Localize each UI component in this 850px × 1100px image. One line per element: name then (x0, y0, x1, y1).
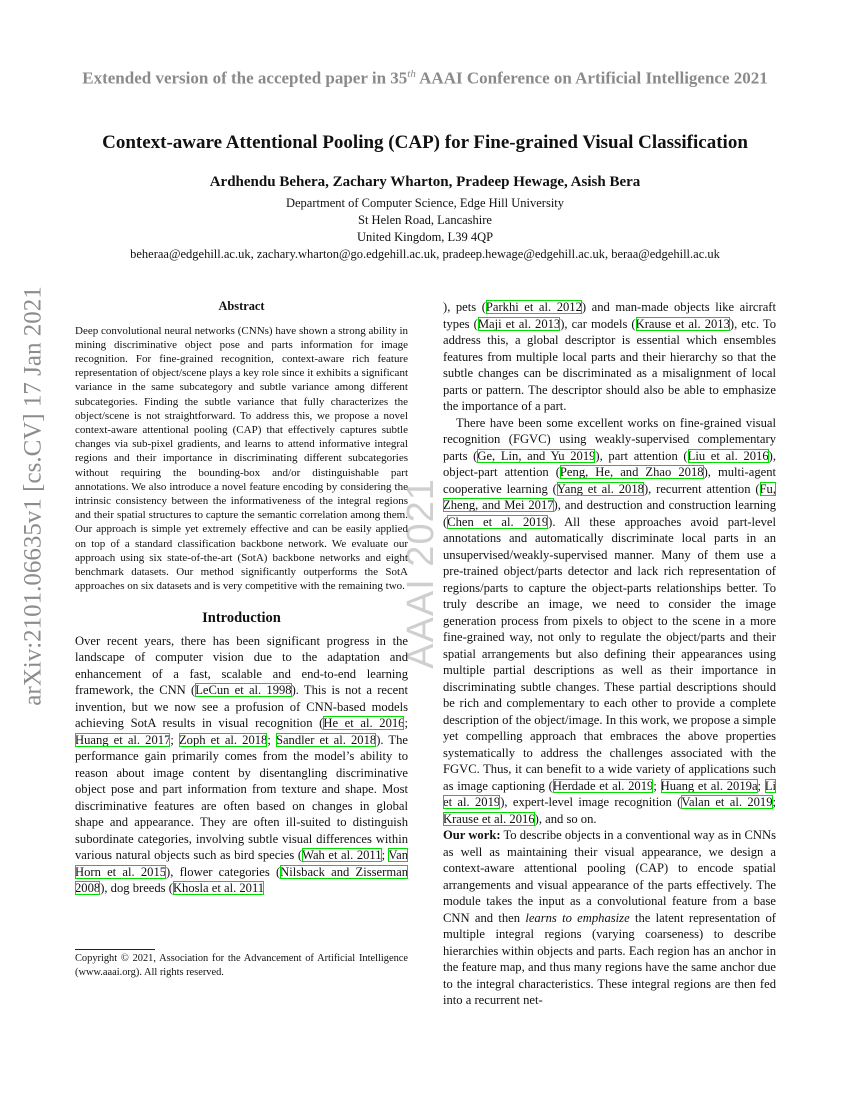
citation-link[interactable]: Li et al. 2019 (443, 778, 777, 809)
citation-link[interactable]: Nilsback and Zisserman 2008 (75, 864, 408, 896)
introduction-paragraph: Over recent years, there has been significant progress in the landscape of computer vision due to the adaptation and enhancement of a fast, scalable and end-to-end learning framework, the CNN (LeCun et al. 1998). This is not a recent invention, but we now see a profusion of CNN-based models achieving SotA results in visual recognition (He et al. 2016; Huang et al. 2017; Zoph et al. 2018; Sandler et al. 2018). The performance gain primarily comes from the model’s ability to reason about image content by disentangling discriminative object pose and part information from texture and shape. Most discriminative features are often based on changes in global shape and appearance. They are often ill-suited to distinguish subordinate categories, involving subtle visual differences within various natural objects such as bird species (Wah et al. 2011; Van Horn et al. 2015), flower categories (Nilsback and Zisserman 2008), dog breeds (Khosla et al. 2011 (75, 633, 408, 896)
citation-link[interactable]: Huang et al. 2017 (75, 732, 171, 747)
abstract-text: Deep convolutional neural networks (CNNs) have shown a strong ability in mining discriminative object pose and parts information for image recognition. For fine-grained recognition, context-aware rich feature representation of object/scene plays a key role since it exhibits a significant variance in the same subcategory and subtle variance among different subcategories. Finding the subtle variance that fully characterizes the object/scene is not straightforward. To address this, we propose a novel context-aware attentional pooling (CAP) that effectively captures subtle changes via sub-pixel gradients, and learns to attend informative integral regions and their importance in discriminating different subcategories without requiring the bounding-box and/or distinguishable part annotations. We also introduce a novel feature encoding by considering the intrinsic consistency between the informativeness of the integral regions and their spatial structures to capture the semantic correlation among them. Our approach is simple yet extremely effective and can be easily applied on top of a standard classification backbone network. We evaluate our approach using six state-of-the-art (SotA) backbone networks and eight benchmark datasets. Our method significantly outperforms the SotA approaches on six datasets and is very competitive with the remaining two. (75, 324, 408, 593)
citation-link[interactable]: Maji et al. 2013 (477, 316, 561, 331)
left-column (75, 298, 408, 897)
banner-text-rest: AAAI Conference on Artificial Intelligence 2021 (415, 68, 768, 88)
arxiv-identifier-text: arXiv:2101.06635v1 [cs.CV] 17 Jan 2021 (20, 286, 47, 706)
citation-link[interactable]: Krause et al. 2013 (635, 316, 730, 331)
aaai-watermark-text: AAAI 2021 (399, 477, 442, 669)
arxiv-identifier (18, 286, 50, 706)
citation-link[interactable]: Krause et al. 2016 (443, 811, 535, 826)
emphasis-text: learns to emphasize (525, 910, 630, 925)
related-work-paragraph: There have been some excellent works on fine-grained visual recognition (FGVC) using weakly-supervised complementary parts (Ge, Lin, and Yu 2019), part attention (Liu et al. 2016), object-part attention (Peng, He, and Zhao 2018), multi-agent cooperative learning (Yang et al. 2018), recurrent attention (Fu, Zheng, and Mei 2017), and destruction and construction learning (Chen et al. 2019). All these approaches avoid part-level annotations and automatically discriminate local parts in an unsupervised/weakly-supervised manner. Many of them use a pre-trained object/parts detector and lack rich representation of regions/parts to capture the object-parts relationships better. To truly describe an image, we need to consider the image generation process from pixels to object to the scene in a more fine-grained way, not only to regulate the object/parts and their spatial arrangements but also defining their appearances using multiple partial descriptions as well as their importance in discriminating subtle changes. These partial descriptions should be rich and complementary to each other to provide a complete description of the object/image. In this work, we propose a simple yet compelling approach that embraces the above properties systematically to address the challenges associated with the FGVC. Thus, it can benefit to a wide variety of applications such as image captioning (Herdade et al. 2019; Huang et al. 2019a; Li et al. 2019), expert-level image recognition (Valan et al. 2019; Krause et al. 2016), and so on. (443, 415, 777, 826)
author-list: Ardhendu Behera, Zachary Wharton, Pradeep Hewage, Asish Bera (209, 174, 641, 190)
citation-link[interactable]: Liu et al. 2016 (687, 448, 769, 463)
citation-link[interactable]: Wah et al. 2011 (302, 848, 382, 863)
our-work-paragraph: Our work: To describe objects in a conventional way as in CNNs as well as maintaining their visual appearance, we design a context-aware attentional pooling (CAP) to encode spatial arrangements and visual appearance of the parts effectively. The module takes the input as a convolutional feature from a base CNN and then learns to emphasize the latent representation of multiple integral regions (varying coarseness) to describe hierarchies within objects and parts. Each region has an anchor in the feature map, and thus many regions have the same anchor due to the integral characteristics. These integral regions are then fed into a recurrent net- (443, 828, 777, 1007)
citation-link[interactable]: Parkhi et al. 2012 (485, 300, 582, 314)
citation-link[interactable]: Sandler et al. 2018 (275, 732, 377, 747)
citation-link[interactable]: Peng, He, and Zhao 2018 (559, 465, 704, 479)
right-column (443, 299, 776, 1009)
citation-link[interactable]: Herdade et al. 2019 (552, 778, 654, 793)
citation-link[interactable]: Zoph et al. 2018 (178, 732, 268, 747)
citation-link[interactable]: Khosla et al. 2011 (172, 881, 265, 896)
banner-text: Extended version of the accepted paper in 35 (82, 68, 408, 88)
affiliation-line: Department of Computer Science, Edge Hill University (285, 196, 565, 210)
citation-link[interactable]: Van Horn et al. 2015 (75, 848, 408, 879)
paper-title: Context-aware Attentional Pooling (CAP) for Fine-grained Visual Classification (102, 132, 748, 153)
citation-link[interactable]: Valan et al. 2019 (681, 795, 773, 809)
abstract-heading: Abstract (218, 299, 265, 313)
banner-superscript: th (407, 68, 416, 80)
affiliation-block (0, 195, 850, 263)
affiliation-line: United Kingdom, L39 4QP (356, 230, 494, 244)
citation-link[interactable]: Huang et al. 2019a (660, 778, 758, 793)
author-emails: beheraa@edgehill.ac.uk, zachary.wharton@go.edgehill.ac.uk, pradeep.hewage@edgehill.ac.uk, beraa@edgehill.ac.uk (130, 247, 720, 261)
citation-link[interactable]: He et al. 2016 (323, 716, 405, 731)
introduction-heading: Introduction (202, 610, 281, 627)
our-work-label: Our work: (443, 828, 501, 842)
citation-link[interactable]: Yang et al. 2018 (556, 481, 644, 496)
citation-link[interactable]: Ge, Lin, and Yu 2019 (477, 448, 596, 463)
conference-banner (0, 68, 850, 89)
citation-link[interactable]: Fu, Zheng, and Mei 2017 (443, 481, 776, 512)
footnote-divider (75, 949, 155, 950)
citation-link[interactable]: LeCun et al. 1998 (195, 683, 292, 698)
affiliation-line: St Helen Road, Lancashire (358, 213, 492, 227)
copyright-footnote (75, 949, 408, 979)
citation-link[interactable]: Chen et al. 2019 (447, 514, 549, 529)
introduction-paragraph-continued: ), pets (Parkhi et al. 2012) and man-made objects like aircraft types (Maji et al. 2013), car models (Krause et al. 2013), etc. To address this, a global descriptor is essential which ensembles features from multiple local parts and their hierarchy so that the subtle changes can be discriminated as a misalignment of local parts or pattern. The descriptor should also be able to emphasize the importance of a part. (443, 300, 777, 413)
copyright-text: Copyright © 2021, Association for the Advancement of Artificial Intelligence (www.aaai.org). All rights reserved. (75, 953, 408, 978)
